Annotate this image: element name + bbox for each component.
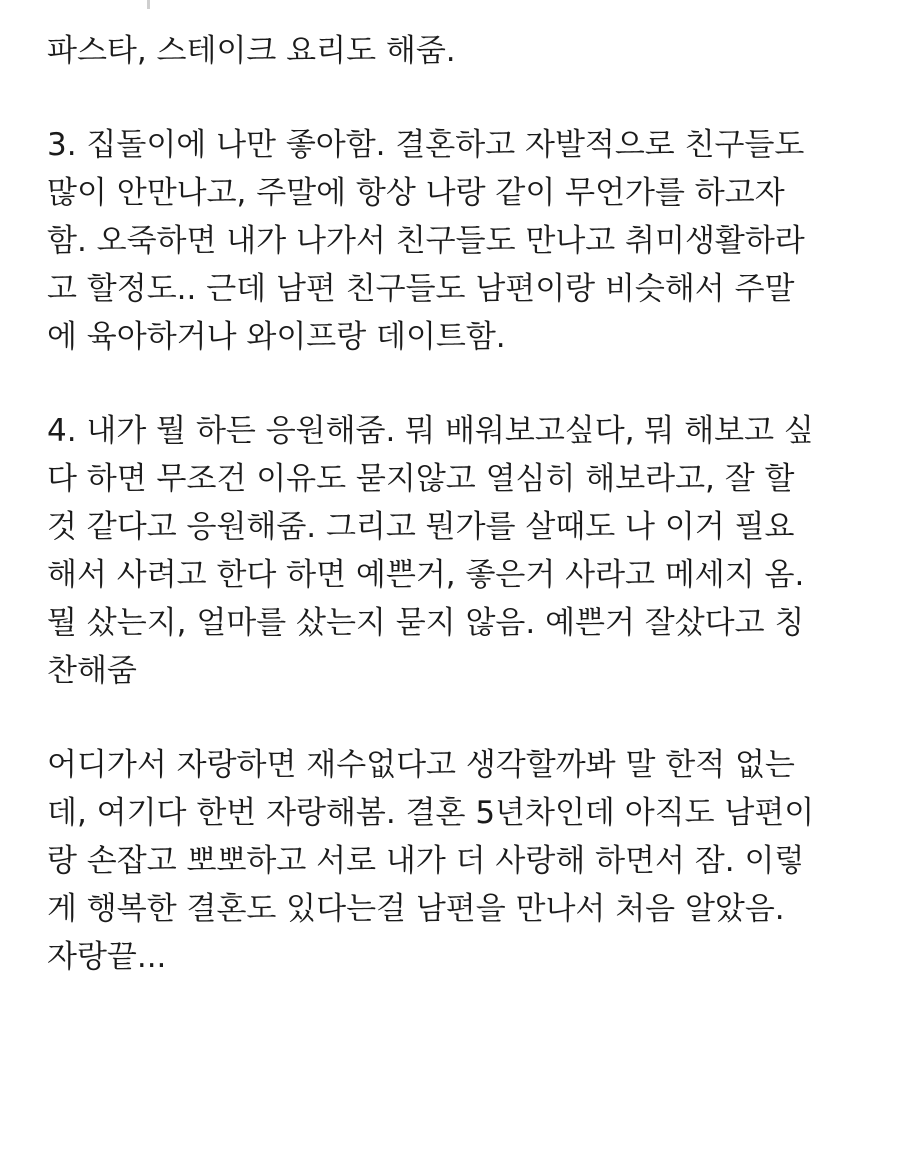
text-line: 3. 집돌이에 나만 좋아함. 결혼하고 자발적으로 친구들도 [47,127,805,163]
text-line: 게 행복한 결혼도 있다는걸 남편을 만나서 처음 알았음. [47,891,785,927]
text-line: 자랑끝... [47,939,167,975]
text-line: 4. 내가 뭘 하든 응원해줌. 뭐 배워보고싶다, 뭐 해보고 싶 [47,413,814,449]
text-line: 찬해줌 [47,653,137,689]
text-line: 해서 사려고 한다 하면 예쁜거, 좋은거 사라고 메세지 옴. [47,557,805,593]
text-line: 뭘 샀는지, 얼마를 샀는지 묻지 않음. 예쁜거 잘샀다고 칭 [47,605,805,641]
paragraph-gap [47,75,877,121]
paragraph-gap [47,361,877,407]
paragraph-gap [47,695,877,741]
text-line: 랑 손잡고 뽀뽀하고 서로 내가 더 사랑해 하면서 잠. 이렇 [47,843,805,879]
paragraph-intro [47,27,877,75]
text-line: 파스타, 스테이크 요리도 해줌. [47,33,456,69]
text-line: 어디가서 자랑하면 재수없다고 생각할까봐 말 한적 없는 [47,747,795,783]
top-edge-mark [147,0,150,9]
text-line: 함. 오죽하면 내가 나가서 친구들도 만나고 취미생활하라 [47,223,805,259]
text-line: 에 육아하거나 와이프랑 데이트함. [47,319,506,355]
text-line: 다 하면 무조건 이유도 묻지않고 열심히 해보라고, 잘 할 [47,461,795,497]
paragraph-closing [47,741,877,981]
text-line: 데, 여기다 한번 자랑해봄. 결혼 5년차인데 아직도 남편이 [47,795,815,831]
text-line: 많이 안만나고, 주말에 항상 나랑 같이 무언가를 하고자 [47,175,785,211]
post-body [47,27,877,981]
text-line: 것 같다고 응원해줌. 그리고 뭔가를 살때도 나 이거 필요 [47,509,795,545]
paragraph-point-4 [47,407,877,695]
paragraph-point-3 [47,121,877,361]
text-line: 고 할정도.. 근데 남편 친구들도 남편이랑 비슷해서 주말 [47,271,795,307]
